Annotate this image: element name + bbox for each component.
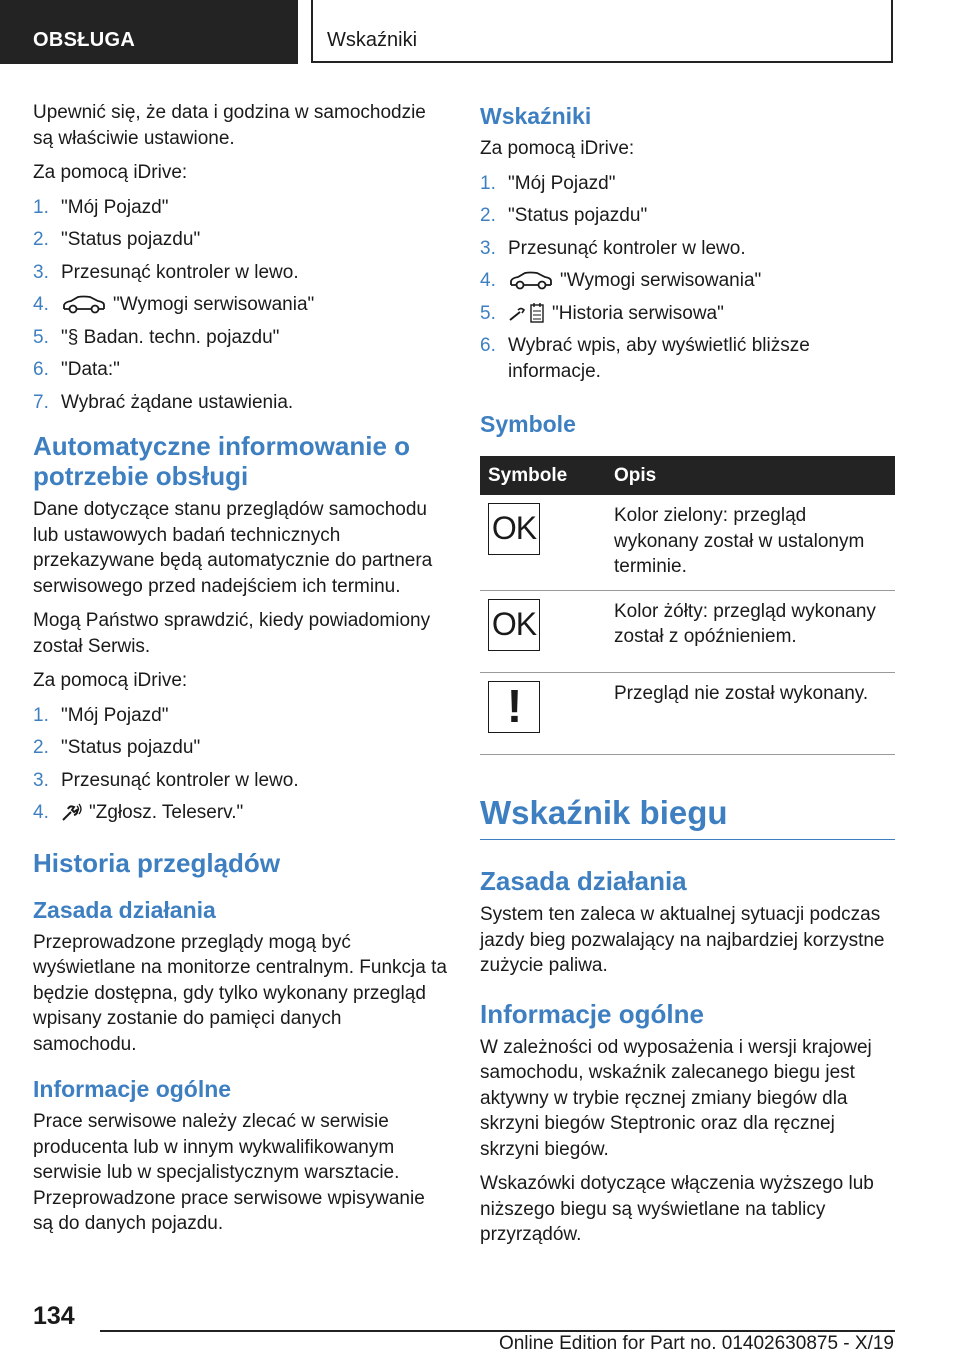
principle-paragraph: Przeprowadzone przeglądy mogą być wyświetlane na monitorze centralnym. Funkcja ta będzie dostępna, gdy tylko wykonany przegląd wpisany zostanie do pamięci danych samochodu. [33,931,447,1055]
heading-gear-indicator-text: Wskaźnik biegu [480,794,728,831]
list-item [33,325,448,351]
step-number: 5. [480,302,496,324]
table-header-symbols: Symbole [480,456,606,495]
list-item [33,292,448,318]
exclamation-icon: ! [488,681,540,733]
header-title-label: Wskaźniki [327,29,418,51]
table-cell-description: Kolor zielony: przegląd wykonany został w ustalonym terminie. [606,495,895,590]
step-text: "§ Badan. techn. pojazdu" [61,326,280,348]
list-item [33,800,448,826]
step-number: 4. [33,294,49,315]
step-number: 4. [480,270,496,291]
list-item [33,357,448,383]
step-text: Przesunąć kontroler w lewo. [61,261,299,283]
heading-general-info: Informacje ogólne [480,998,704,1029]
idrive-label: Za pomocą iDrive: [33,670,188,691]
step-number: 2. [33,229,49,250]
step-number: 3. [480,237,496,259]
step-text: Przesunąć kontroler w lewo. [61,769,299,791]
list-item [33,768,448,794]
steps-list-teleservice [33,703,448,826]
general-info-paragraph: Prace serwisowe należy zlecać w serwisie producenta lub w innym wykwalifikowanym serwisie lub w specjalistycznym warsztacie. Przeprowadzone prace serwisowe wpisywanie są do danych pojazdu. [33,1111,425,1234]
table-cell-symbol [480,495,606,590]
header-section-tab [0,0,298,64]
steps-list-history [480,171,895,385]
list-item [33,260,448,286]
table-cell-symbol [480,672,606,755]
auto-paragraph-1: Dane dotyczące stanu przeglądów samochodu lub ustawowych badań technicznych przekazywane będą automatycznie do partnera serwisowego przed nadejściem ich terminu. [33,499,433,597]
list-item [33,735,448,761]
step-text: "Historia serwisowa" [552,302,724,324]
list-item [480,236,895,262]
gear-info-paragraph-1: W zależności od wyposażenia i wersji krajowej samochodu, wskaźnik zalecanego biegu jest aktywny w trybie ręcznej zmiany biegów dla skrzyni biegów Steptronic oraz dla ręcznej skrzyni biegów. [480,1036,872,1160]
step-number: 2. [33,737,49,758]
step-number: 3. [33,769,49,791]
step-text: Wybrać żądane ustawienia. [61,391,294,413]
step-text: Wybrać wpis, aby wyświetlić bliższe informacje. [508,335,810,382]
step-text: "Status pojazdu" [508,205,648,226]
table-row [480,672,895,755]
footer-divider [100,1330,895,1332]
left-column [33,100,448,1246]
list-item [480,171,895,197]
step-text: "Status pojazdu" [61,229,201,250]
list-item [33,227,448,253]
header-section-label: OBSŁUGA [33,29,136,51]
step-text: "Status pojazdu" [61,737,201,758]
list-item [480,203,895,229]
symbols-table [480,456,895,755]
table-row [480,590,895,672]
step-number: 1. [33,196,49,218]
wrench-phone-icon [61,803,83,823]
right-column [480,100,895,1257]
heading-principle: Zasada działania [33,896,216,923]
ok-yellow-icon: OK [488,599,540,651]
ok-green-icon: OK [488,503,540,555]
step-text: "Mój Pojazd" [61,704,169,726]
gear-info-paragraph-2: Wskazówki dotyczące włączenia wyższego lub niższego biegu są wyświetlane na tablicy przyrządów. [480,1173,874,1245]
gear-principle-paragraph: System ten zaleca w aktualnej sytuacji podczas jazdy bieg pozwalający na najbardziej korzystne zużycie paliwa. [480,904,885,976]
header-title-tab [311,0,893,63]
heading-auto-info: Automatyczne informowanie o potrzebie obsługi [33,431,411,491]
step-number: 1. [33,704,49,726]
list-item [33,390,448,416]
auto-paragraph-2: Mogą Państwo sprawdzić, kiedy powiadomiony został Serwis. [33,610,431,657]
idrive-label: Za pomocą iDrive: [480,138,635,159]
list-item [33,703,448,729]
service-history-icon [508,302,546,324]
car-service-icon [61,295,107,315]
list-item [480,333,895,384]
list-item [480,268,895,294]
step-text: "Data:" [61,359,120,380]
heading-principle: Zasada działania [480,866,687,896]
steps-list-date [33,195,448,416]
list-item [480,301,895,327]
table-header-description: Opis [606,456,895,495]
idrive-label: Za pomocą iDrive: [33,162,188,183]
step-number: 6. [33,359,49,380]
heading-symbols: Symbole [480,411,576,437]
step-text: "Wymogi serwisowania" [560,270,762,291]
intro-paragraph: Upewnić się, że data i godzina w samochodzie są właściwie ustawione. [33,102,426,149]
table-header-row [480,456,895,495]
heading-service-history: Historia przeglądów [33,847,281,878]
step-text: Przesunąć kontroler w lewo. [508,237,746,259]
step-number: 5. [33,326,49,348]
table-cell-description: Przegląd nie został wykonany. [606,672,895,755]
table-row [480,495,895,590]
step-number: 7. [33,391,49,413]
table-cell-symbol [480,590,606,672]
step-text: "Mój Pojazd" [508,172,616,194]
table-cell-description: Kolor żółty: przegląd wykonany został z opóźnieniem. [606,590,895,672]
step-text: "Wymogi serwisowania" [113,294,315,315]
step-number: 4. [33,802,49,823]
heading-gear-indicator [480,793,895,840]
step-number: 2. [480,205,496,226]
footer-edition: Online Edition for Part no. 01402630875 - X/19 [498,1333,894,1354]
car-service-icon [508,271,554,291]
page-number: 134 [33,1302,75,1330]
heading-indicators: Wskaźniki [480,103,592,129]
heading-general-info: Informacje ogólne [33,1076,232,1102]
step-text: "Mój Pojazd" [61,196,169,218]
step-number: 1. [480,172,496,194]
step-text: "Zgłosz. Teleserv." [89,802,244,823]
step-number: 6. [480,335,496,356]
list-item [33,195,448,221]
step-number: 3. [33,261,49,283]
